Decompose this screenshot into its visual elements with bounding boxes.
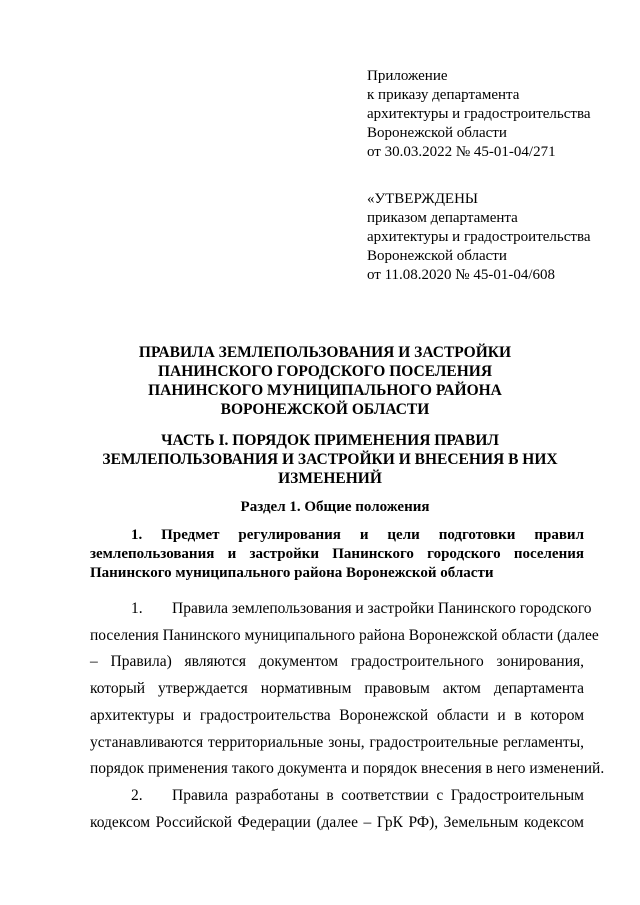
title-line: ПАНИНСКОГО ГОРОДСКОГО ПОСЕЛЕНИЯ <box>157 363 493 380</box>
title-line: ВОРОНЕЖСКОЙ ОБЛАСТИ <box>220 401 430 418</box>
paragraph-2-first-line <box>90 783 584 810</box>
appendix-line: Воронежской области <box>367 125 507 141</box>
article-heading <box>90 526 584 583</box>
paragraph-line: кодексом Российской Федерации (далее – ГрК РФ), Земельным кодексом <box>90 813 584 831</box>
document-title <box>90 343 560 419</box>
paragraph-line: устанавливаются территориальные зоны, градостроительные регламенты, <box>90 733 584 751</box>
paragraph-line: поселения Панинского муниципального района Воронежской области (далее <box>90 626 599 644</box>
approval-line: архитектуры и градостроительства <box>367 229 591 245</box>
approval-block <box>367 190 590 285</box>
approval-line: приказом департамента <box>367 210 518 226</box>
article-line: землепользования и застройки Панинского городского поселения <box>90 546 584 562</box>
section-heading: Раздел 1. Общие положения <box>240 499 430 515</box>
appendix-block <box>367 67 590 162</box>
appendix-line: к приказу департамента <box>367 87 520 103</box>
part-line: ЗЕМЛЕПОЛЬЗОВАНИЯ И ЗАСТРОЙКИ И ВНЕСЕНИЯ В НИХ <box>102 451 558 468</box>
appendix-line: Приложение <box>367 68 448 84</box>
paragraph-number: 1. <box>131 600 143 617</box>
paragraph-text: Правила разработаны в соответствии с Градостроительным <box>172 786 584 804</box>
title-line: ПАНИНСКОГО МУНИЦИПАЛЬНОГО РАЙОНА <box>148 382 502 399</box>
approval-line: Воронежской области <box>367 248 507 264</box>
appendix-line: архитектуры и градостроительства <box>367 106 591 122</box>
paragraph-1-first-line <box>90 596 592 623</box>
body-text <box>90 596 605 836</box>
appendix-line: от 30.03.2022 № 45-01-04/271 <box>367 144 556 160</box>
title-line: ПРАВИЛА ЗЕМЛЕПОЛЬЗОВАНИЯ И ЗАСТРОЙКИ <box>138 344 512 361</box>
article-line: 1. Предмет регулирования и цели подготовки правил <box>131 527 584 543</box>
paragraph-number: 2. <box>131 786 143 804</box>
approval-line: от 11.08.2020 № 45-01-04/608 <box>367 267 556 283</box>
paragraph-line: порядок применения такого документа и порядок внесения в него изменений. <box>90 760 605 778</box>
part-heading <box>90 431 570 488</box>
article-line: Панинского муниципального района Воронежской области <box>90 565 494 581</box>
paragraph-line: – Правила) являются документом градостроительного зонирования, <box>90 653 584 671</box>
part-line: ЧАСТЬ I. ПОРЯДОК ПРИМЕНЕНИЯ ПРАВИЛ <box>161 432 499 449</box>
paragraph-line: архитектуры и градостроительства Воронежской области и в котором <box>90 706 584 724</box>
approval-line: «УТВЕРЖДЕНЫ <box>367 191 479 207</box>
part-line: ИЗМЕНЕНИЙ <box>278 470 382 487</box>
paragraph-text: Правила землепользования и застройки Панинского городского <box>172 600 592 617</box>
paragraph-line: который утверждается нормативным правовым актом департамента <box>90 680 584 698</box>
